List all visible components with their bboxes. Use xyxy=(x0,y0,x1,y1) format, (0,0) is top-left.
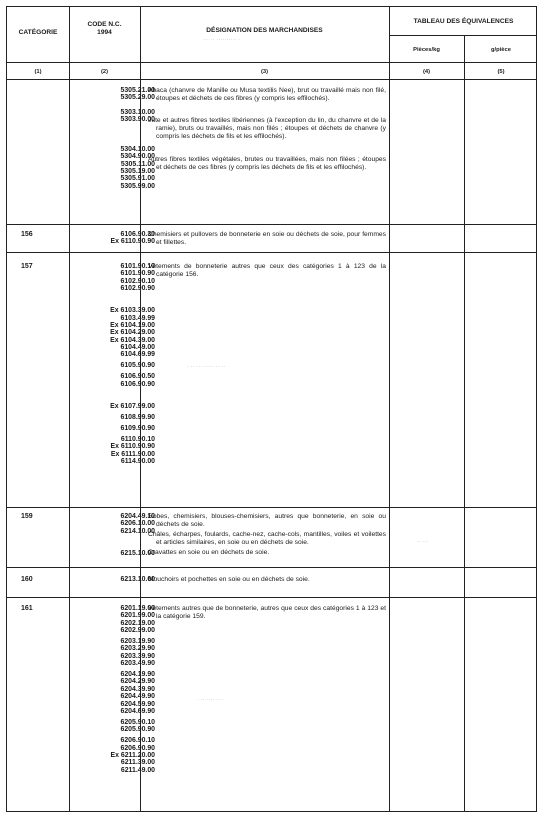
nc-code: 6203.39.90 xyxy=(120,652,155,660)
nc-code: 5305.11.00 xyxy=(120,160,155,168)
nc-code: 6203.49.90 xyxy=(120,660,155,668)
scan-noise: ··· ·· ·········· · xyxy=(203,37,240,43)
nc-code: 6114.90.00 xyxy=(120,457,155,465)
category-number: 159 xyxy=(21,513,33,520)
nc-code: 5305.21.00 xyxy=(120,87,155,94)
designation xyxy=(148,117,386,141)
nc-code: 5305.91.00 xyxy=(120,175,155,183)
nc-code: 6101.90.90 xyxy=(120,270,155,278)
header-designation: DÉSIGNATION DES MARCHANDISES xyxy=(206,27,323,34)
scan-noise: · ·· ··· ····· ·· ·· xyxy=(187,364,226,370)
column-number: (3) xyxy=(260,69,269,75)
nc-code: 6102.90.10 xyxy=(120,277,155,285)
category-number: 156 xyxy=(21,231,33,238)
header-pieces-kg: Pièces/kg xyxy=(413,47,440,53)
designation xyxy=(148,156,386,172)
nc-code: 6204.49.90 xyxy=(120,693,155,701)
designation-text: Robes, chemisiers, blouses-chemisiers, autres que bonneterie, en soie ou déchets de soie. xyxy=(148,513,386,529)
header-code-title: CODE N.C. xyxy=(87,21,122,28)
header-equivalences: TABLEAU DES ÉQUIVALENCES xyxy=(413,18,514,25)
nc-code: Ex 6107.99.00 xyxy=(110,402,155,410)
scan-noise: ·· ··· xyxy=(417,539,429,545)
column-number: (2) xyxy=(100,69,109,75)
nc-code: Ex 6110.90.90 xyxy=(110,238,155,246)
category-number: 161 xyxy=(21,605,33,612)
row-rule xyxy=(7,507,536,508)
designation-text: Cravattes en soie ou en déchets de soie. xyxy=(148,549,270,557)
nc-code: 6205.90.10 xyxy=(120,718,155,726)
nc-code: 6205.90.90 xyxy=(120,726,155,734)
designation-text: Châles, écharpes, foulards, cache-nez, cache-cols, mantilles, voiles et voilettes et articles similaires, en soie ou en déchets de soie. xyxy=(148,531,386,547)
nc-code: Ex 6104.39.00 xyxy=(110,336,155,344)
nc-code: Ex 6104.29.00 xyxy=(110,329,155,337)
nc-code: 6103.49.99 xyxy=(120,314,155,322)
row-rule xyxy=(7,252,536,253)
document-page xyxy=(6,6,537,812)
nc-code: 6203.29.90 xyxy=(120,645,155,653)
nc-code: 5303.90.00 xyxy=(120,116,155,124)
nc-code: 6110.90.10 xyxy=(120,435,155,443)
header-rule xyxy=(7,79,536,80)
row-rule xyxy=(7,597,536,598)
designation xyxy=(148,231,386,247)
row-rule xyxy=(7,567,536,568)
nc-code: 6204.69.90 xyxy=(120,707,155,715)
header-code-year: 1994 xyxy=(97,29,112,36)
code-list xyxy=(79,576,155,583)
nc-code: Ex 6104.19.00 xyxy=(110,321,155,329)
nc-code: 6204.29.90 xyxy=(120,678,155,686)
header-categorie: CATÉGORIE xyxy=(18,29,58,36)
designation-text: Autres fibres textiles végétales, brutes ou travaillées, mais non filées ; étoupes et déchets de ces fibres (y compris les déchets de fils et les effilochés). xyxy=(148,156,386,172)
nc-code: 6109.90.90 xyxy=(120,424,155,432)
nc-code: 6206.10.00 xyxy=(120,520,155,528)
code-list xyxy=(79,87,155,190)
designation-text: Abaca (chanvre de Manille ou Musa textilis Nee), brut ou travaillé mais non filé, étoupes et déchets de ces fibres (y compris les effilochés). xyxy=(148,87,386,103)
nc-code: 5305.29.00 xyxy=(120,94,155,102)
scan-noise: · ·· ···· ·· · xyxy=(197,697,224,703)
designation-text: Vêtements de bonneterie autres que ceux des catégories 1 à 123 de la catégorie 156. xyxy=(148,263,386,279)
column-number: (5) xyxy=(497,69,505,75)
nc-code: 6211.39.00 xyxy=(120,759,155,767)
column-rule xyxy=(464,35,465,811)
nc-code: Ex 6211.20.00 xyxy=(110,751,155,759)
nc-code: 6104.69.99 xyxy=(120,351,155,359)
nc-code: 5304.90.00 xyxy=(120,153,155,161)
nc-code: 6106.90.30 xyxy=(120,231,155,238)
code-list xyxy=(79,231,155,246)
designation xyxy=(148,263,386,279)
column-number: (1) xyxy=(34,69,42,75)
nc-code: 6204.49.10 xyxy=(120,513,155,520)
nc-code: 6214.10.00 xyxy=(120,527,155,535)
nc-code: 5304.10.00 xyxy=(120,145,155,153)
category-number: 157 xyxy=(21,263,33,270)
nc-code: Ex 6110.90.90 xyxy=(110,443,155,451)
nc-code: 6213.10.00 xyxy=(120,576,155,583)
nc-code: 6201.19.00 xyxy=(120,605,155,612)
nc-code: 5303.10.00 xyxy=(120,109,155,117)
nc-code: 6105.90.90 xyxy=(120,362,155,370)
code-list xyxy=(79,513,155,557)
nc-code: 6202.99.00 xyxy=(120,627,155,635)
code-list xyxy=(79,605,155,774)
nc-code: 6106.90.50 xyxy=(120,373,155,381)
designation-text: Chemisiers et pullovers de bonneterie en soie ou déchets de soie, pour femmes et fillettes. xyxy=(148,231,386,247)
designation xyxy=(148,87,386,103)
column-rule xyxy=(389,7,390,811)
nc-code: 6215.10.00 xyxy=(120,549,155,557)
nc-code: 6204.59.90 xyxy=(120,700,155,708)
header-g-piece: g/pièce xyxy=(491,47,511,53)
column-rule xyxy=(69,7,70,811)
column-number: (4) xyxy=(422,69,431,75)
nc-code: 6206.90.10 xyxy=(120,737,155,745)
category-number: 160 xyxy=(21,576,33,583)
nc-code: 6106.90.90 xyxy=(120,380,155,388)
designation xyxy=(148,513,386,557)
header-rule xyxy=(7,62,536,63)
nc-code: 6204.19.90 xyxy=(120,671,155,679)
row-rule xyxy=(7,224,536,225)
designation xyxy=(148,576,386,584)
nc-code: 6102.90.90 xyxy=(120,285,155,293)
designation-text: Mouchoirs et pochettes en soie ou en déchets de soie. xyxy=(148,576,310,583)
nc-code: 6203.19.90 xyxy=(120,638,155,646)
nc-code: 6211.49.00 xyxy=(120,766,155,774)
designation xyxy=(148,605,386,621)
nc-code: Ex 6103.39.00 xyxy=(110,307,155,315)
nc-code: 6101.90.10 xyxy=(120,263,155,270)
designation-text: Jute et autres fibres textiles libériennes (à l'exception du lin, du chanvre et de la ramie), bruts ou travaillés, mais non filés ; étoupes et déchets de chanvre (y compris les déchets de fils et les effilochés). xyxy=(148,117,386,141)
header-rule xyxy=(389,35,536,36)
nc-code: 5305.19.00 xyxy=(120,167,155,175)
nc-code: 6201.99.00 xyxy=(120,612,155,620)
code-list xyxy=(79,263,155,465)
nc-code: 6204.39.90 xyxy=(120,685,155,693)
nc-code: 6206.90.90 xyxy=(120,744,155,752)
nc-code: 5305.99.00 xyxy=(120,182,155,190)
nc-code: 6202.19.00 xyxy=(120,619,155,627)
nc-code: 6108.99.90 xyxy=(120,413,155,421)
nc-code: 6104.49.00 xyxy=(120,343,155,351)
nc-code: Ex 6111.90.00 xyxy=(110,450,155,458)
designation-text: Vêtements autres que de bonneterie, autres que ceux des catégories 1 à 123 et la catégorie 159. xyxy=(148,605,386,621)
